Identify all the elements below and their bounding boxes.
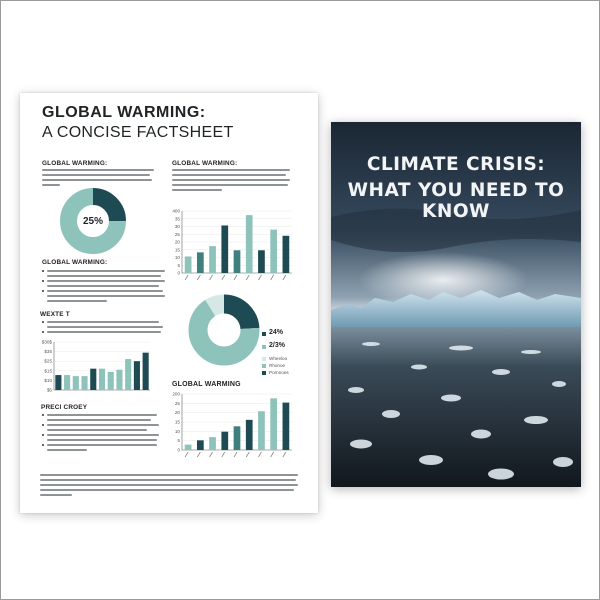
y-tick-label: 15: [174, 419, 180, 425]
x-tick-label: [222, 275, 225, 280]
bar-chart-mid-left: [38, 338, 154, 396]
y-tick-label: 20: [174, 239, 180, 245]
poster-subtitle: WHAT YOU NEED TO KNOW: [347, 180, 565, 222]
y-tick-label: $30$: [41, 339, 52, 345]
x-tick-label: [222, 452, 225, 457]
bar: [234, 426, 241, 450]
bar: [270, 398, 277, 450]
legend-item-3: Wheeloo: [269, 356, 288, 361]
x-tick-label: [271, 275, 274, 280]
x-tick-label: [283, 275, 286, 280]
bar: [99, 369, 105, 390]
y-tick-label: $10: [44, 377, 52, 383]
climate-crisis-poster: [331, 122, 581, 487]
bar: [116, 370, 122, 390]
y-tick-label: 400: [172, 208, 180, 214]
x-tick-label: [210, 275, 213, 280]
bar: [125, 359, 131, 390]
y-tick-label: 30: [174, 224, 180, 229]
y-tick-label: 20: [174, 410, 180, 416]
bar: [55, 375, 61, 390]
bar: [234, 250, 241, 273]
poster-background-image: [331, 122, 581, 487]
bar: [258, 411, 265, 450]
chart-title-global-warming: GLOBAL WARMING: [172, 381, 241, 388]
section-heading-left-2: WEXTE T: [40, 311, 70, 318]
x-tick-label: [197, 452, 200, 457]
bar: [64, 375, 70, 390]
x-tick-label: [185, 275, 188, 280]
bar: [185, 256, 192, 273]
y-tick-label: 5: [177, 438, 180, 444]
bar: [283, 403, 290, 450]
legend-item-5: Pornnoes: [269, 370, 289, 375]
x-tick-label: [283, 452, 286, 457]
bar: [270, 230, 277, 273]
y-tick-label: $35: [44, 349, 52, 355]
y-tick-label: $5: [46, 387, 52, 393]
poster-title: CLIMATE CRISIS:: [366, 154, 546, 175]
legend-item-4: Rhonoe: [269, 363, 286, 368]
bar: [73, 376, 79, 390]
section-heading-mid-left: GLOBAL WARMING:: [42, 259, 108, 266]
bar: [221, 432, 228, 450]
y-tick-label: 10: [174, 255, 180, 260]
y-tick-label: 25: [174, 400, 180, 406]
bar: [143, 353, 149, 390]
bar: [134, 361, 140, 390]
donut-chart-right: [188, 294, 260, 366]
y-tick-label: 10: [174, 428, 180, 434]
x-tick-label: [197, 275, 200, 280]
bar: [185, 445, 192, 450]
bar: [108, 372, 114, 390]
section-heading-top-left: GLOBAL WARMING:: [42, 160, 108, 167]
y-tick-label: 35: [174, 216, 180, 222]
y-tick-label: 200: [172, 391, 180, 397]
bar: [221, 225, 228, 273]
bar: [246, 420, 253, 450]
donut-chart-25-percent: [59, 187, 127, 255]
bar: [209, 437, 216, 450]
x-tick-label: [246, 452, 249, 457]
y-tick-label: 25: [174, 231, 180, 237]
factsheet-subtitle: A CONCISE FACTSHEET: [42, 124, 234, 141]
x-tick-label: [258, 275, 261, 280]
donut-center-label: 25%: [82, 216, 104, 227]
y-tick-label: $15: [44, 368, 52, 374]
bar: [283, 236, 290, 273]
x-tick-label: [234, 275, 237, 280]
bar: [197, 440, 204, 450]
x-tick-label: [258, 452, 261, 457]
bar: [209, 246, 216, 273]
legend-item-23: 2/3%: [269, 342, 285, 349]
x-tick-label: [234, 452, 237, 457]
section-heading-left-3: PRECI CROEY: [41, 404, 88, 411]
y-tick-label: 0: [177, 447, 180, 453]
legend-item-24: 24%: [269, 329, 284, 336]
bar: [246, 215, 253, 273]
y-tick-label: 5: [177, 262, 180, 268]
bar-chart-bottom-right: [168, 390, 296, 464]
x-tick-label: [185, 452, 188, 457]
bar-chart-top-right: [168, 207, 296, 287]
y-tick-label: 15: [174, 247, 180, 253]
x-tick-label: [210, 452, 213, 457]
bar: [90, 369, 96, 390]
x-tick-label: [246, 275, 249, 280]
x-tick-label: [271, 452, 274, 457]
bar: [197, 252, 204, 273]
y-tick-label: 0: [177, 270, 180, 276]
y-tick-label: $25: [44, 358, 52, 364]
bar: [258, 250, 265, 273]
bar: [81, 376, 87, 390]
factsheet-title: GLOBAL WARMING:: [42, 104, 206, 121]
section-heading-top-right: GLOBAL WARMING:: [172, 160, 238, 167]
